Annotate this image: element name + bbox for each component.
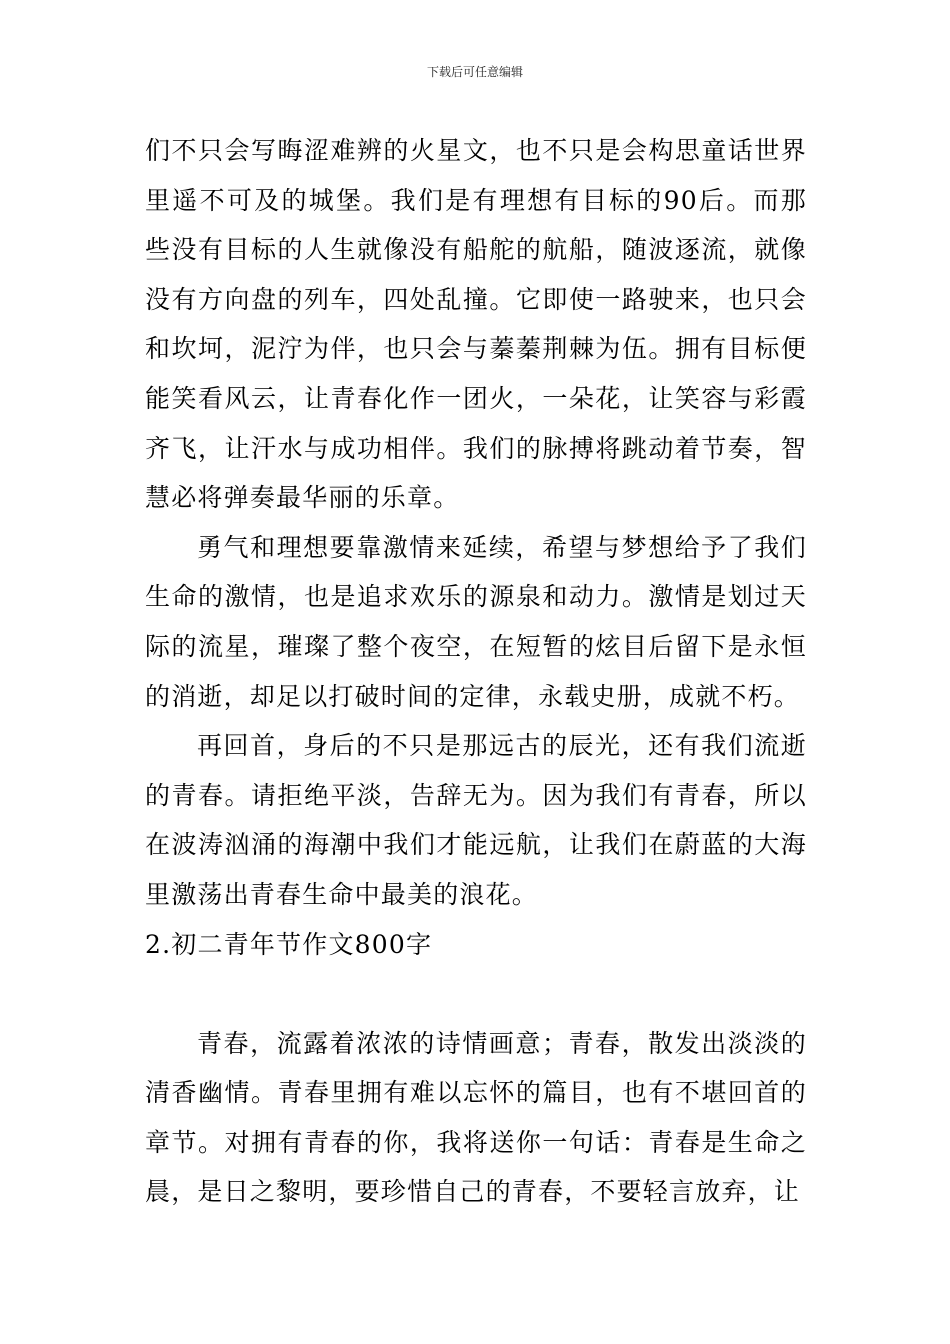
- document-body: [145, 126, 807, 1217]
- blank-line: [145, 969, 807, 1019]
- paragraph-look-back: 再回首，身后的不只是那远古的辰光，还有我们流逝的青春。请拒绝平淡，告辞无为。因为我们有青春，所以在波涛汹涌的海潮中我们才能远航，让我们在蔚蓝的大海里激荡出青春生命中最美的浪花。: [145, 731, 807, 909]
- page-header-note: 下载后可任意编辑: [426, 65, 523, 79]
- paragraph-youth: 青春，流露着浓浓的诗情画意；青春，散发出淡淡的清香幽情。青春里拥有难以忘怀的篇目，也有不堪回首的章节。对拥有青春的你，我将送你一句话：青春是生命之晨，是日之黎明，要珍惜自己的青春，不要轻言放弃，让: [145, 1028, 807, 1207]
- section-title: 2.初二青年节作文800字: [145, 929, 433, 959]
- paragraph-passion: 勇气和理想要靠激情来延续，希望与梦想给予了我们生命的激情，也是追求欢乐的源泉和动力。激情是划过天际的流星，璀璨了整个夜空，在短暂的炫目后留下是永恒的消逝，却足以打破时间的定律，永载史册，成就不朽。: [145, 532, 807, 711]
- paragraph-continuation: 们不只会写晦涩难辨的火星文，也不只是会构思童话世界里遥不可及的城堡。我们是有理想有目标的90后。而那些没有目标的人生就像没有船舵的航船，随波逐流，就像没有方向盘的列车，四处乱撞。它即使一路驶来，也只会和坎坷，泥泞为伴，也只会与蓁蓁荆棘为伍。拥有目标便能笑看风云，让青春化作一团火，一朵花，让笑容与彩霞齐飞，让汗水与成功相伴。我们的脉搏将跳动着节奏，智慧必将弹奏最华丽的乐章。: [145, 136, 807, 513]
